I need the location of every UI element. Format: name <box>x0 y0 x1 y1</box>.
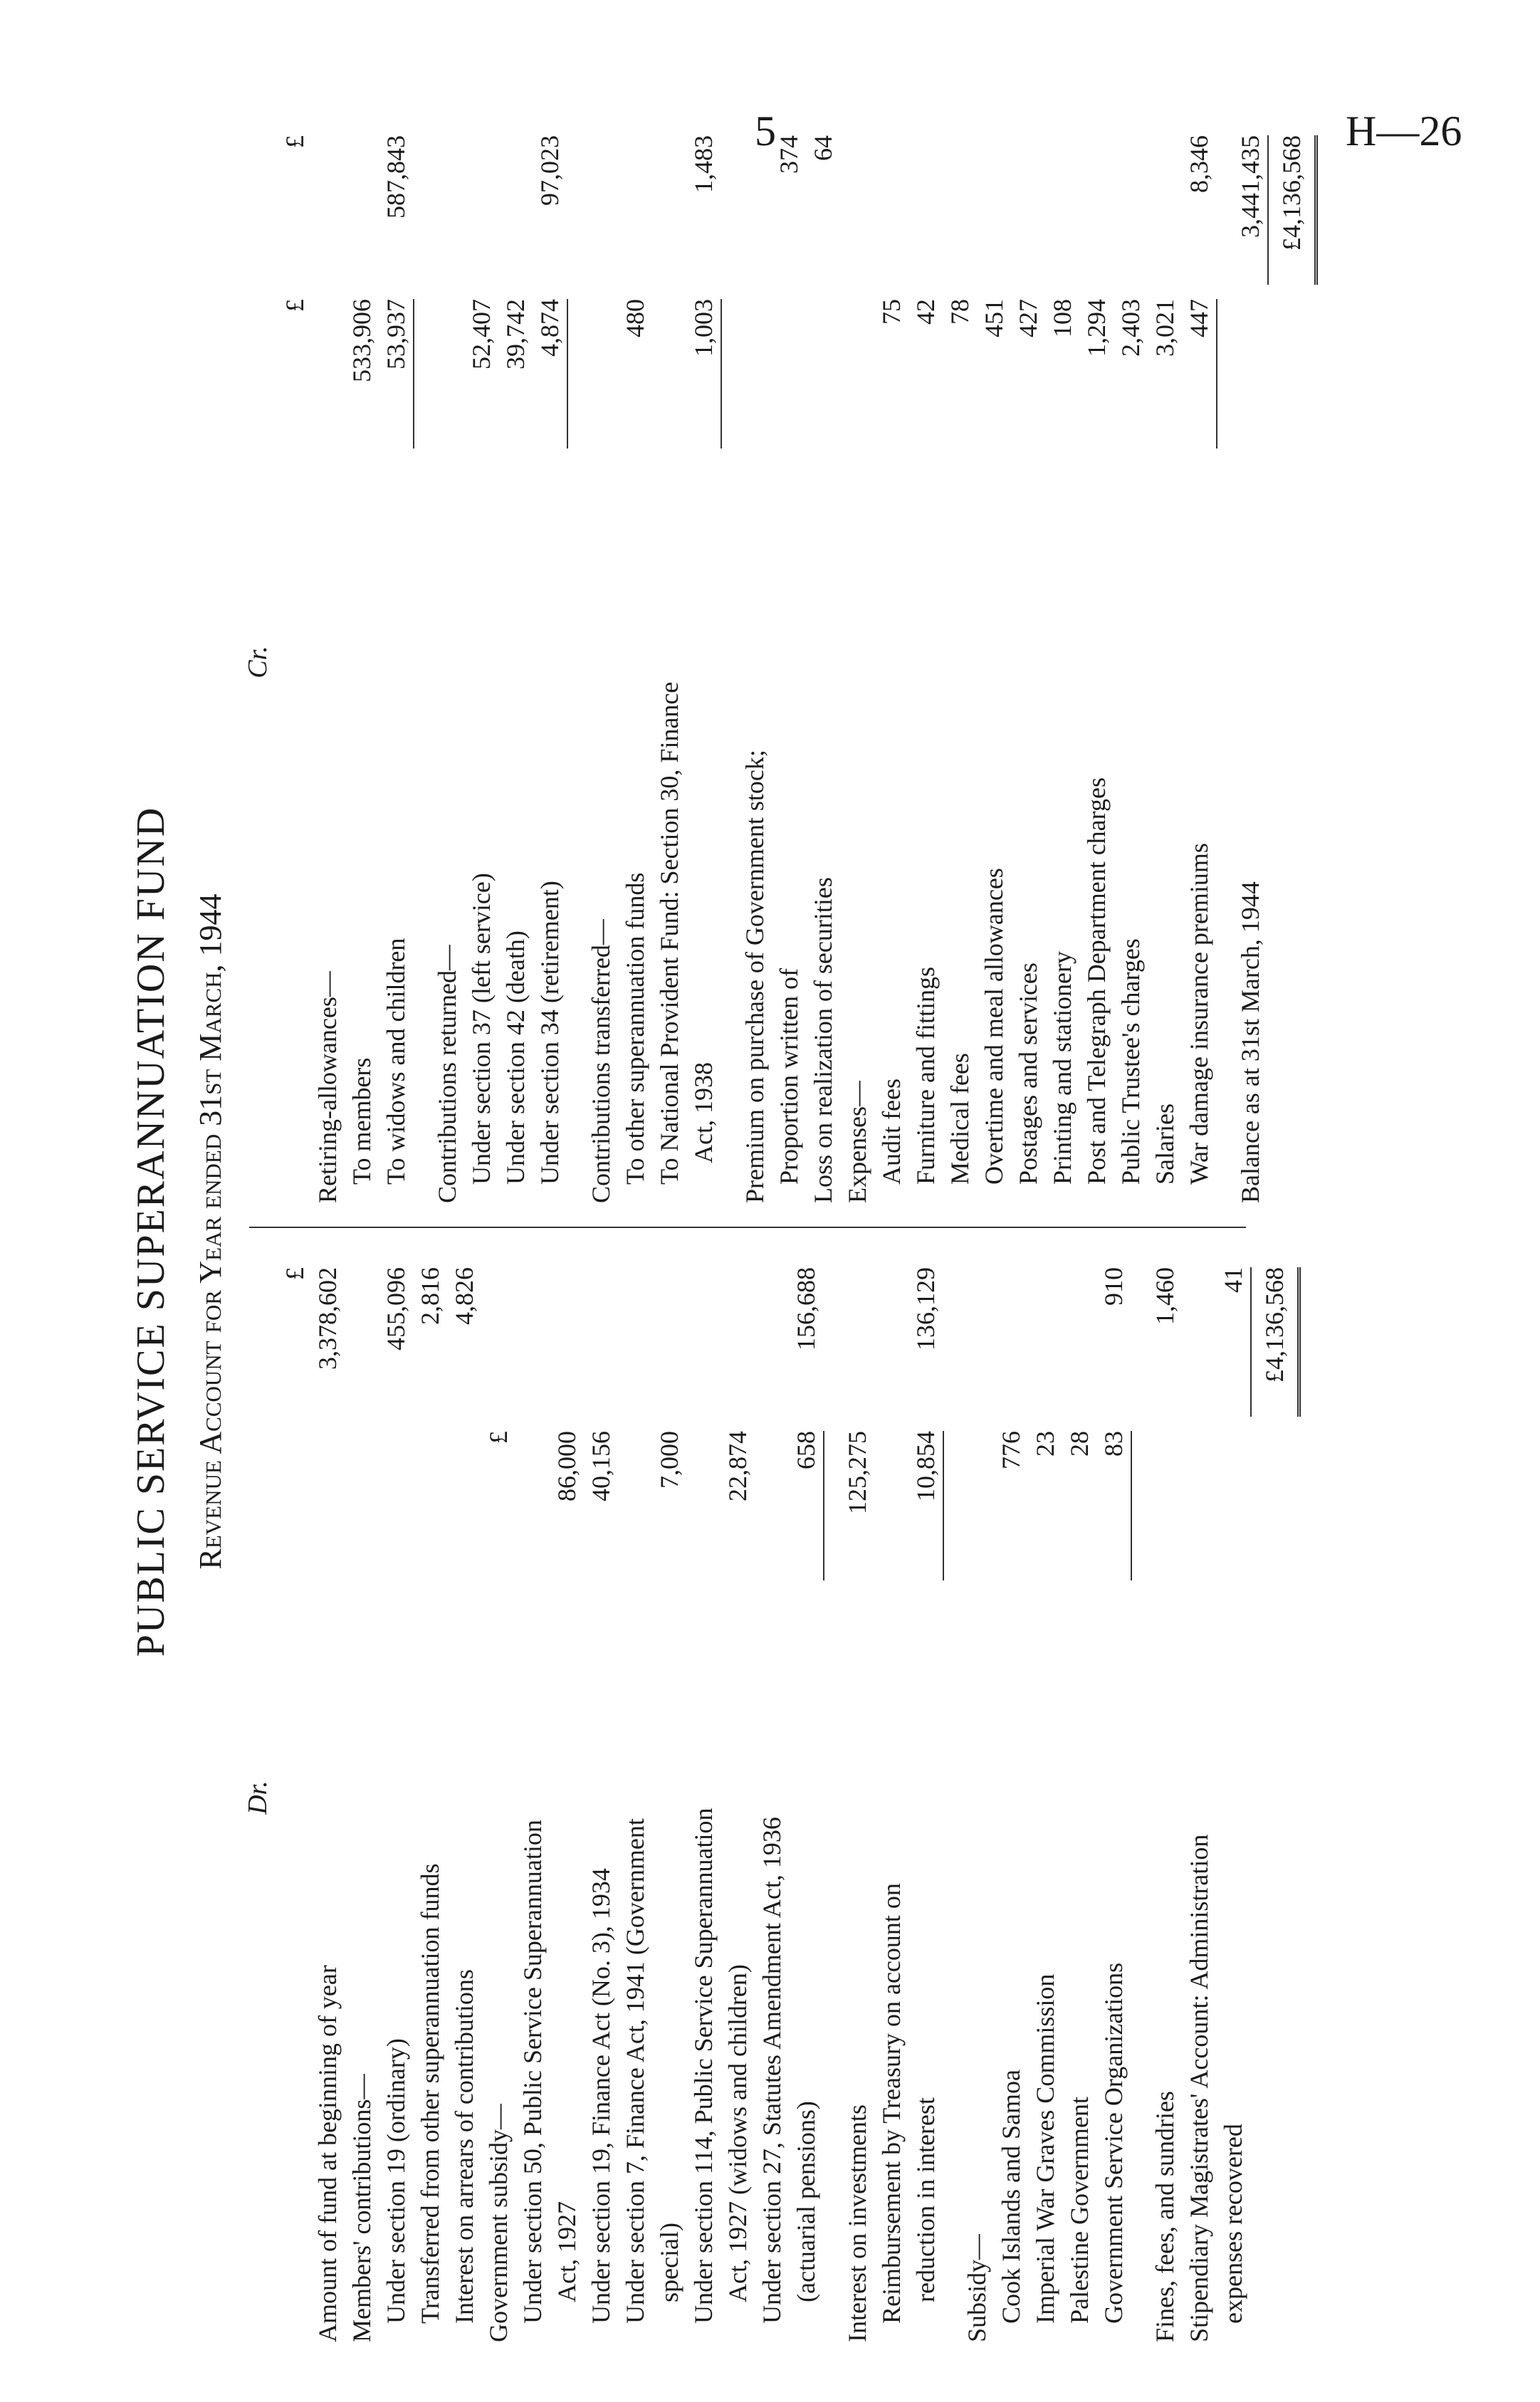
cr-row-inner-amount: 447 <box>1182 299 1217 449</box>
dr-row-inner-amount: 125,275 <box>843 1431 871 1514</box>
dr-account-row <box>1216 1253 1250 2342</box>
cr-account-row <box>310 121 345 1203</box>
debit-currency-symbol: £ <box>281 1267 309 1280</box>
cr-row-amount: 64 <box>809 135 837 161</box>
cr-row-label: Public Trustee's charges <box>1116 938 1145 1185</box>
dr-row-label: Government Service Organizations <box>1099 1962 1128 2324</box>
credit-currency-symbol-1: £ <box>281 299 309 312</box>
dr-row-label: Act, 1927 <box>552 2201 581 2302</box>
cr-row-label: To other superannuation funds <box>621 872 649 1185</box>
dr-account-row <box>584 1253 618 2342</box>
cr-account-row <box>1114 121 1148 1203</box>
cr-row-label: Medical fees <box>946 1053 974 1185</box>
row-spacer <box>1131 1253 1148 2342</box>
cr-row-inner-amount: 39,742 <box>501 299 530 369</box>
dr-row-amount: 1,460 <box>1151 1267 1179 1325</box>
cr-row-amount: 587,843 <box>382 135 410 219</box>
account-subtitle: Revenue Account for Year ended 31st March, 1944 <box>193 893 228 1570</box>
dr-row-label: Interest on arrears of contributions <box>450 1969 478 2324</box>
cr-row-amount: 1,483 <box>689 135 718 193</box>
cr-row-label: Retiring-allowances— <box>313 971 342 1203</box>
cr-row-label: Postages and services <box>1014 963 1042 1185</box>
row-spacer <box>721 121 738 1203</box>
dr-account-row <box>1062 1253 1096 2342</box>
dr-row-inner-amount: 23 <box>1031 1431 1059 1457</box>
cr-row-label: Contributions returned— <box>433 945 461 1203</box>
dr-row-amount: 4,826 <box>450 1267 478 1325</box>
cr-row-inner-amount: 53,937 <box>379 299 414 449</box>
dr-row-label: Under section 27, Statutes Amendment Act, 1936 <box>758 1817 786 2324</box>
dr-account-row <box>1096 1253 1131 2342</box>
cr-row-amount: 8,346 <box>1185 135 1213 193</box>
dr-account-row <box>686 1253 721 2342</box>
cr-row-inner-amount: 480 <box>621 299 649 337</box>
cr-row-inner-amount: 1,294 <box>1082 299 1111 357</box>
revenue-account-sheet <box>128 121 1367 2342</box>
cr-account-row <box>618 121 652 1203</box>
cr-row-inner-amount: 4,874 <box>533 299 568 449</box>
dr-row-inner-amount: 10,854 <box>908 1431 944 1580</box>
credit-currency-symbol-2: £ <box>281 135 309 148</box>
cr-row-inner-amount: 78 <box>946 299 974 325</box>
debit-side <box>242 1253 1296 2342</box>
dr-row-label: Interest on investments <box>843 2104 871 2342</box>
debit-currency-row <box>279 1253 310 2342</box>
dr-account-row <box>481 1253 515 2342</box>
dr-row-amount: 41 <box>1219 1267 1247 1293</box>
document-reference: H—26 <box>1346 107 1462 154</box>
cr-row-inner-amount: 1,003 <box>686 299 722 449</box>
cr-row-label: Overtime and meal allowances <box>980 868 1008 1185</box>
dr-row-label: Stipendiary Magistrates' Account: Administration <box>1185 1834 1213 2342</box>
dr-row-inner-amount: 658 <box>789 1431 824 1580</box>
debit-heading: Dr. <box>243 1780 273 1815</box>
row-spacer <box>1216 121 1233 1203</box>
dr-account-row <box>618 1253 652 2342</box>
dr-row-amount: 455,096 <box>382 1267 410 1351</box>
credit-rows <box>310 121 1267 1203</box>
dr-account-row <box>515 1253 550 2342</box>
cr-account-row <box>498 121 533 1203</box>
cr-row-label: Premium on purchase of Government stock; <box>740 750 769 1203</box>
debit-total-row <box>1250 1253 1296 2342</box>
dr-row-label: Amount of fund at beginning of year <box>313 1965 342 2342</box>
cr-account-row <box>806 121 840 1203</box>
cr-row-label: Act, 1938 <box>689 1062 718 1163</box>
row-spacer <box>823 1253 840 2342</box>
cr-row-label: Under section 34 (retirement) <box>535 881 564 1185</box>
dr-account-row <box>550 1253 584 2342</box>
cr-row-inner-amount: 427 <box>1014 299 1042 337</box>
cr-account-row <box>379 121 413 1203</box>
dr-row-inner-amount: 28 <box>1065 1431 1094 1457</box>
cr-account-row <box>345 121 379 1203</box>
credit-heading: Cr. <box>243 646 273 678</box>
credit-currency-row <box>279 121 310 1203</box>
row-spacer <box>943 1253 960 2342</box>
cr-account-row <box>430 121 464 1203</box>
dr-account-row <box>755 1253 789 2342</box>
cr-account-row <box>652 121 686 1203</box>
cr-account-row <box>1182 121 1216 1203</box>
dr-row-label: Transferred from other superannuation funds <box>416 1863 444 2324</box>
dr-row-inner-amount: 22,874 <box>723 1431 752 1501</box>
cr-row-label: Audit fees <box>877 1079 906 1185</box>
cr-account-row <box>840 121 874 1203</box>
cr-row-amount: 3,441,435 <box>1236 135 1264 238</box>
cr-row-amount: 97,023 <box>535 135 564 206</box>
cr-row-label: Salaries <box>1151 1103 1179 1185</box>
cr-row-label: Balance as at 31st March, 1944 <box>1236 881 1264 1203</box>
dr-row-amount: 156,688 <box>792 1267 820 1351</box>
cr-row-inner-amount: 42 <box>911 299 940 325</box>
dr-row-inner-amount: 40,156 <box>587 1431 615 1501</box>
cr-row-inner-amount: 52,407 <box>467 299 496 369</box>
dr-account-row <box>908 1253 943 2342</box>
dr-row-inner-amount: 86,000 <box>552 1431 581 1501</box>
cr-row-inner-amount: 75 <box>877 299 906 325</box>
dr-row-inner-amount: 83 <box>1096 1431 1132 1580</box>
dr-row-label: Government subsidy— <box>484 2104 513 2342</box>
dr-row-label: (actuarial pensions) <box>792 2101 820 2302</box>
cr-account-row <box>584 121 618 1203</box>
cr-account-row <box>1233 121 1267 1203</box>
cr-row-label: Under section 42 (death) <box>501 930 530 1185</box>
dr-row-amount: 136,129 <box>911 1267 940 1351</box>
cr-account-row <box>1045 121 1079 1203</box>
dr-account-row <box>447 1253 481 2342</box>
cr-account-row <box>977 121 1011 1203</box>
dr-account-row <box>1028 1253 1062 2342</box>
dr-row-label: Act, 1927 (widows and children) <box>723 1964 752 2302</box>
cr-row-label: Under section 37 (left service) <box>467 873 496 1185</box>
dr-row-inner-amount: 7,000 <box>655 1431 683 1489</box>
cr-account-row <box>1011 121 1045 1203</box>
cr-account-row <box>943 121 977 1203</box>
dr-account-row <box>874 1253 908 2342</box>
cr-row-inner-amount: 3,021 <box>1151 299 1179 357</box>
cr-account-row <box>464 121 498 1203</box>
dr-row-label: Under section 50, Public Service Superannuation <box>518 1820 547 2324</box>
dr-account-row <box>652 1253 686 2342</box>
dr-row-label: Subsidy— <box>963 2233 991 2342</box>
dr-account-row <box>310 1253 345 2342</box>
cr-row-amount: 374 <box>775 135 803 174</box>
cr-account-row <box>874 121 908 1203</box>
credit-total: £4,136,568 <box>1267 135 1318 285</box>
cr-account-row <box>1148 121 1182 1203</box>
cr-row-inner-amount: 2,403 <box>1116 299 1145 357</box>
cr-row-label: To widows and children <box>382 938 410 1185</box>
cr-account-row <box>533 121 567 1203</box>
credit-side <box>242 121 1313 1203</box>
cr-account-row <box>738 121 772 1203</box>
page-number: 5 <box>755 107 776 154</box>
dr-row-label: Cook Islands and Samoa <box>997 2070 1025 2324</box>
credit-total-row <box>1267 121 1313 1203</box>
cr-row-label: Proportion written of <box>775 968 803 1185</box>
dr-row-label: Imperial War Graves Commission <box>1031 1973 1059 2324</box>
dr-row-amount: 2,816 <box>416 1267 444 1325</box>
cr-row-label: Expenses— <box>843 1081 871 1203</box>
cr-row-label: Printing and stationery <box>1048 951 1077 1185</box>
cr-account-row <box>1079 121 1114 1203</box>
dr-row-label: Fines, fees, and sundries <box>1151 2091 1179 2342</box>
cr-row-label: Loss on realization of securities <box>809 877 837 1203</box>
dr-account-row <box>789 1253 823 2342</box>
debit-rows <box>310 1253 1250 2342</box>
cr-row-inner-amount: 533,906 <box>347 299 376 382</box>
dr-account-row <box>994 1253 1028 2342</box>
dr-row-label: reduction in interest <box>911 2097 940 2302</box>
dr-row-label: Members' contributions— <box>347 2073 376 2342</box>
dr-account-row <box>840 1253 874 2342</box>
dr-row-label: special) <box>655 2223 683 2302</box>
dr-row-inner-amount: 776 <box>997 1431 1025 1469</box>
cr-row-label: Furniture and fittings <box>911 967 940 1185</box>
dr-account-row <box>345 1253 379 2342</box>
cr-account-row <box>686 121 721 1203</box>
cr-row-inner-amount: 108 <box>1048 299 1077 337</box>
cr-row-inner-amount: 451 <box>980 299 1008 337</box>
dr-row-label: expenses recovered <box>1219 2124 1247 2324</box>
cr-row-label: Contributions transferred— <box>587 919 615 1203</box>
debit-total: £4,136,568 <box>1250 1267 1301 1417</box>
column-divider <box>249 1227 1246 1228</box>
dr-row-label: Under section 19 (ordinary) <box>382 2038 410 2324</box>
dr-row-label: Under section 19, Finance Act (No. 3), 1934 <box>587 1868 615 2324</box>
dr-row-label: Palestine Government <box>1065 2097 1094 2324</box>
row-spacer <box>413 121 430 1203</box>
cr-row-label: To National Provident Fund: Section 30, Finance <box>655 681 683 1185</box>
dr-row-amount: 910 <box>1099 1267 1128 1306</box>
dr-row-amount: 3,378,602 <box>313 1267 342 1370</box>
dr-account-row <box>960 1253 994 2342</box>
row-spacer <box>567 121 584 1203</box>
dr-account-row <box>721 1253 755 2342</box>
cr-row-label: Post and Telegraph Department charges <box>1082 777 1111 1185</box>
cr-account-row <box>772 121 806 1203</box>
page-title: PUBLIC SERVICE SUPERANNUATION FUND <box>129 806 173 1657</box>
cr-row-label: War damage insurance premiums <box>1185 843 1213 1185</box>
cr-row-label: To members <box>347 1057 376 1185</box>
cr-account-row <box>908 121 943 1203</box>
dr-account-row <box>413 1253 447 2342</box>
dr-row-label: Reimbursement by Treasury on account on <box>877 1883 906 2324</box>
dr-account-row <box>1148 1253 1182 2342</box>
dr-account-row <box>379 1253 413 2342</box>
dr-row-label: Under section 7, Finance Act, 1941 (Government <box>621 1818 649 2324</box>
dr-row-inner-amount: £ <box>484 1431 513 1444</box>
dr-row-label: Under section 114, Public Service Superannuation <box>689 1808 718 2324</box>
dr-account-row <box>1182 1253 1216 2342</box>
